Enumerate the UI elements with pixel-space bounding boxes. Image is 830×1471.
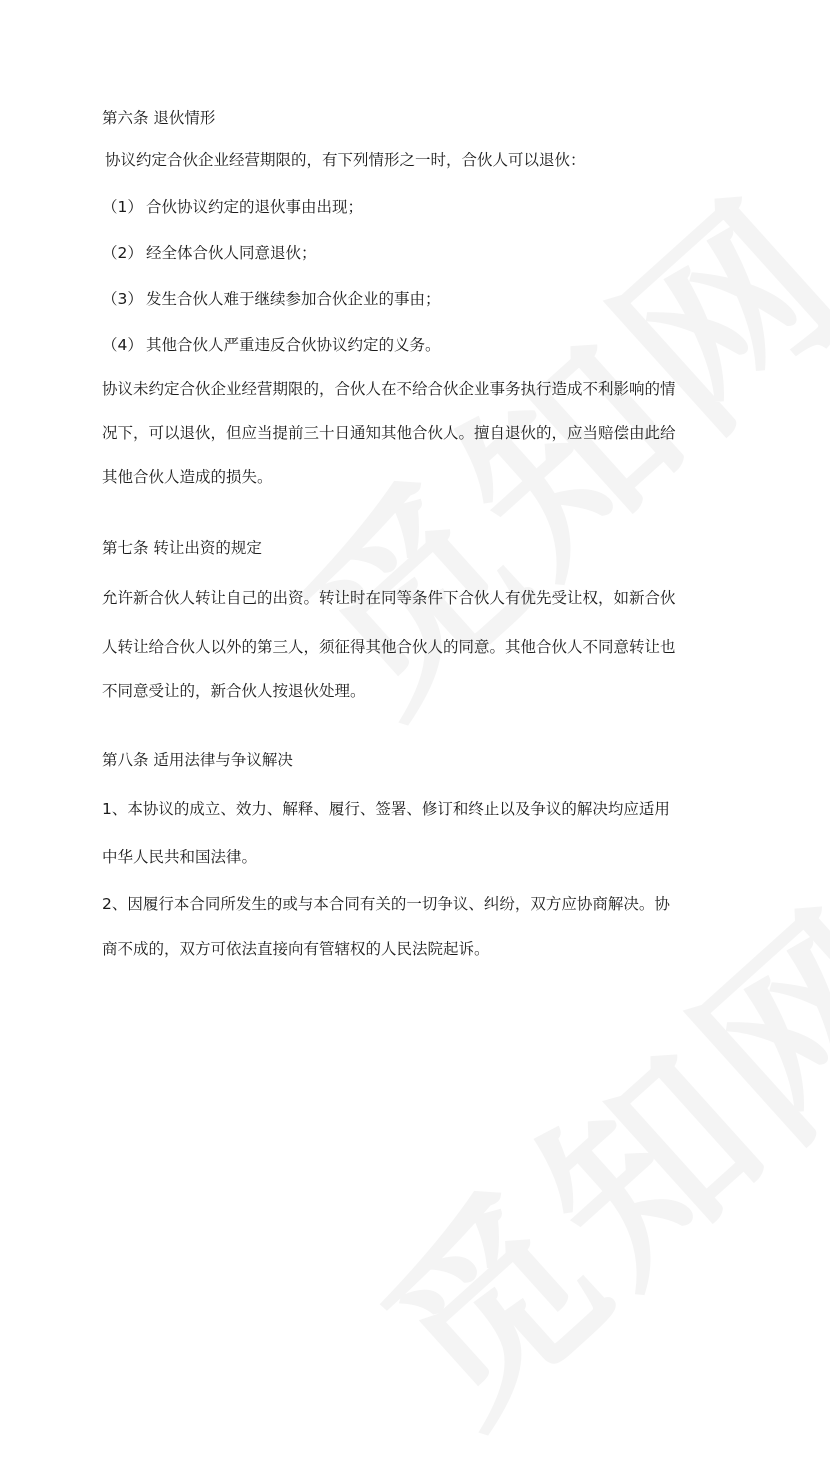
- paragraph-line: 允许新合伙人转让自己的出资。转让时在同等条件下合伙人有优先受让权，如新合伙: [102, 589, 676, 607]
- list-item: [102, 184, 732, 230]
- clause-1-line: 中华人民共和国法律。: [102, 848, 258, 866]
- paragraph-line: 其他合伙人造成的损失。: [102, 468, 273, 486]
- paragraph-line: 协议未约定合伙企业经营期限的，合伙人在不给合伙企业事务执行造成不利影响的情: [102, 380, 676, 398]
- list-text: 经全体合伙人同意退伙；: [146, 244, 317, 262]
- list-number: （1）: [102, 198, 143, 216]
- clause-2-line: 商不成的，双方可依法直接向有管辖权的人民法院起诉。: [102, 940, 490, 958]
- list-text: 其他合伙人严重违反合伙协议约定的义务。: [146, 336, 441, 354]
- paragraph-line: 不同意受让的，新合伙人按退伙处理。: [102, 682, 366, 700]
- section-8-heading: 第八条 适用法律与争议解决: [102, 751, 293, 769]
- list-item: [102, 322, 732, 368]
- paragraph-line: 况下，可以退伙，但应当提前三十日通知其他合伙人。擅自退伙的，应当赔偿由此给: [102, 424, 676, 442]
- clause-1-line: 1、本协议的成立、效力、解释、履行、签署、修订和终止以及争议的解决均应适用: [102, 800, 670, 818]
- section-6-heading: 第六条 退伙情形: [102, 109, 216, 127]
- section-6-intro: 协议约定合伙企业经营期限的，有下列情形之一时，合伙人可以退伙：: [105, 151, 586, 169]
- list-number: （4）: [102, 336, 143, 354]
- list-number: （3）: [102, 290, 143, 308]
- list-text: 合伙协议约定的退伙事由出现；: [146, 198, 364, 216]
- section-7-heading: 第七条 转让出资的规定: [102, 539, 262, 557]
- list-number: （2）: [102, 244, 143, 262]
- list-item: [102, 230, 732, 276]
- paragraph-line: 人转让给合伙人以外的第三人，须征得其他合伙人的同意。其他合伙人不同意转让也: [102, 638, 676, 656]
- clause-2-line: 2、因履行本合同所发生的或与本合同有关的一切争议、纠纷，双方应协商解决。协: [102, 895, 670, 913]
- document-body: [102, 100, 732, 970]
- list-text: 发生合伙人难于继续参加合伙企业的事由；: [146, 290, 441, 308]
- list-item: [102, 276, 732, 322]
